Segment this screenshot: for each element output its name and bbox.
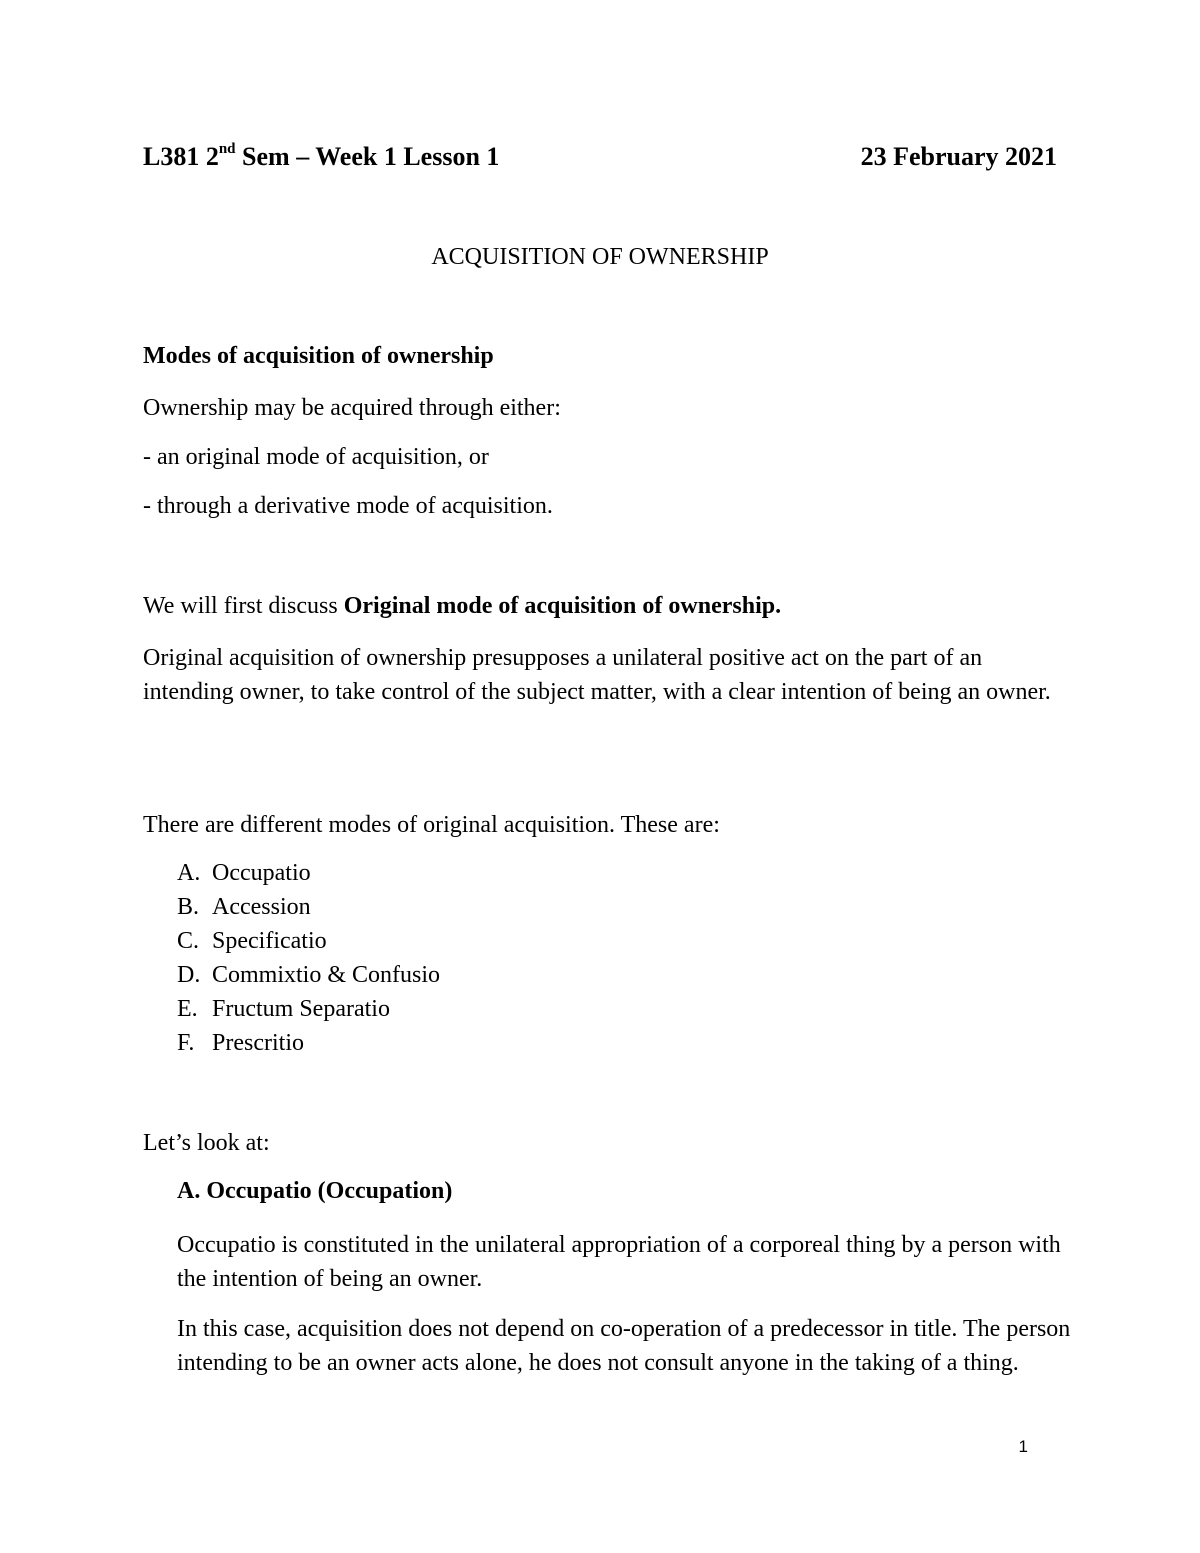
course-superscript: nd: [218, 141, 236, 158]
list-item-letter: D.: [177, 962, 201, 988]
modes-option-original: - an original mode of acquisition, or: [143, 444, 489, 470]
document-title: ACQUISITION OF OWNERSHIP: [431, 244, 769, 270]
list-item-letter: E.: [177, 996, 198, 1022]
list-item: [177, 994, 440, 1028]
original-mode-lead-bold: Original mode of acquisition of ownership.: [343, 593, 782, 619]
modes-list-lead: There are different modes of original acquisition. These are:: [143, 812, 720, 838]
list-item-letter: F.: [177, 1030, 195, 1056]
course-header: [143, 142, 499, 172]
modes-intro: Ownership may be acquired through either:: [143, 395, 561, 421]
list-item-letter: A.: [177, 860, 201, 886]
list-item: [177, 892, 440, 926]
original-mode-lead-plain: We will first discuss: [143, 593, 344, 619]
list-item-text: Occupatio: [212, 860, 311, 886]
list-item-text: Accession: [212, 894, 311, 920]
occupatio-paragraph-1: Occupatio is constituted in the unilateral appropriation of a corporeal thing by a person with the intention of being an owner.: [177, 1232, 1061, 1292]
list-item-text: Fructum Separatio: [212, 996, 390, 1022]
list-item-text: Prescritio: [212, 1030, 304, 1056]
list-item: [177, 1028, 440, 1062]
course-suffix: Sem – Week 1 Lesson 1: [235, 142, 500, 171]
original-mode-lead: [143, 591, 781, 621]
list-item: [177, 858, 440, 892]
lets-look-lead: Let’s look at:: [143, 1130, 270, 1156]
original-modes-list: [177, 858, 440, 1062]
list-item: [177, 926, 440, 960]
original-mode-paragraph: Original acquisition of ownership presupposes a unilateral positive act on the part of an intending owner, to take control of the subject matter, with a clear intention of being an owner.: [143, 645, 1051, 705]
list-item-text: Commixtio & Confusio: [212, 962, 441, 988]
list-item: [177, 960, 440, 994]
modes-option-derivative: - through a derivative mode of acquisition.: [143, 493, 553, 519]
occupatio-heading: A. Occupatio (Occupation): [177, 1178, 453, 1204]
list-item-letter: B.: [177, 894, 200, 920]
lesson-date: 23 February 2021: [860, 142, 1057, 171]
list-item-letter: C.: [177, 928, 200, 954]
modes-heading: Modes of acquisition of ownership: [143, 343, 494, 369]
course-prefix: L381 2: [143, 142, 219, 171]
occupatio-paragraph-2: In this case, acquisition does not depend on co-operation of a predecessor in title. The person intending to be an owner acts alone, he does not consult anyone in the taking of a thing.: [177, 1316, 1071, 1376]
list-item-text: Specificatio: [212, 928, 327, 954]
page-number: 1: [1018, 1437, 1028, 1456]
